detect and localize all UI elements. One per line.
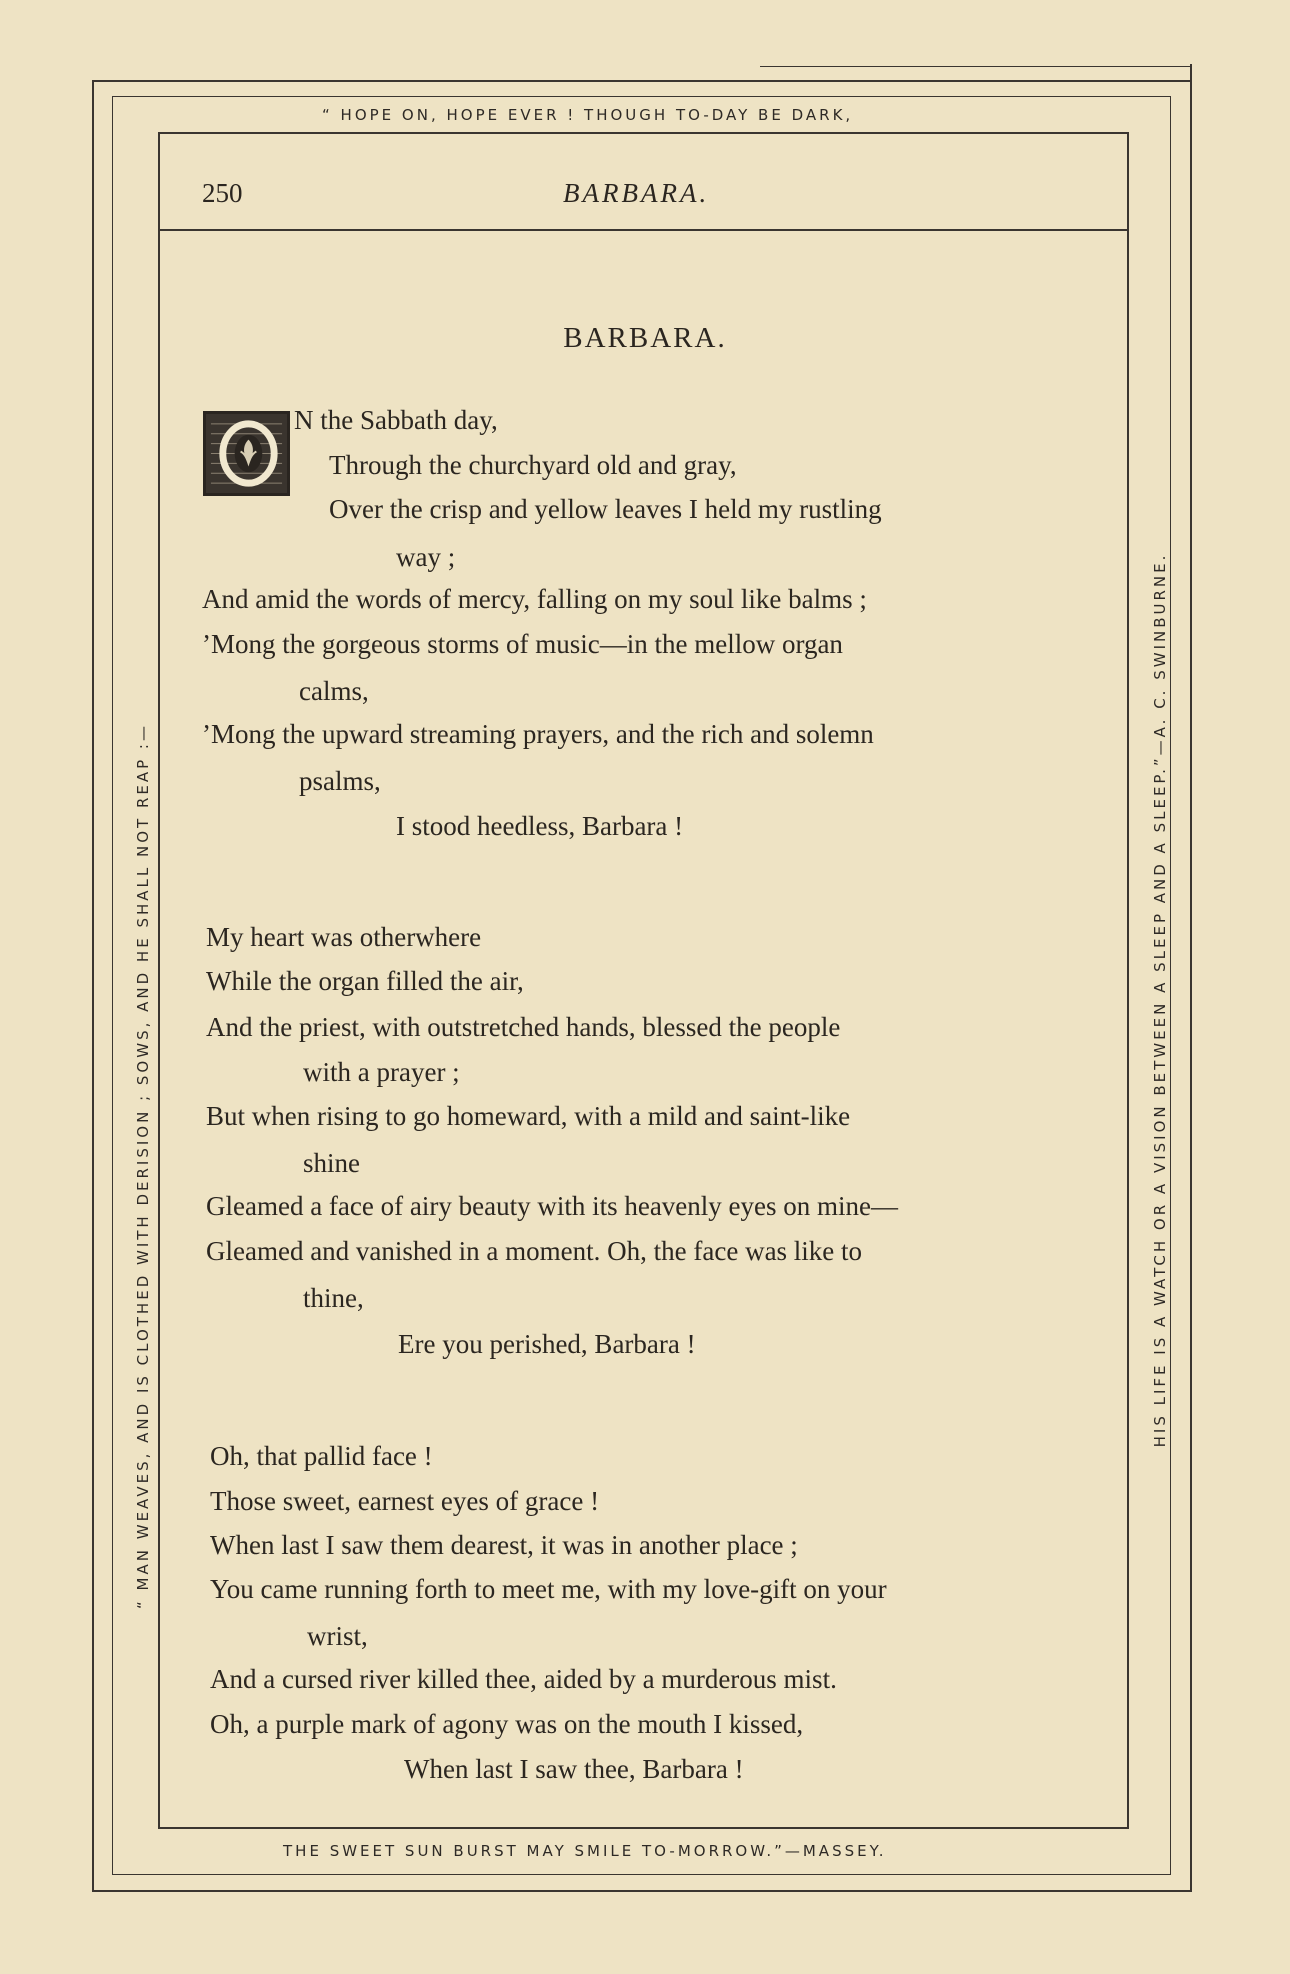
box-left xyxy=(158,132,160,1828)
poem-line: Oh, a purple mark of agony was on the mouth I kissed, xyxy=(210,1709,804,1739)
box-right xyxy=(1127,132,1129,1828)
poem-line: Those sweet, earnest eyes of grace ! xyxy=(210,1486,600,1516)
poem-line: And a cursed river killed thee, aided by a murderous mist. xyxy=(210,1664,837,1694)
frame-second-top xyxy=(112,96,1171,97)
poem-line: thine, xyxy=(303,1283,364,1313)
poem-line: And the priest, with outstretched hands, blessed the people xyxy=(206,1012,841,1042)
poem-line: Ere you perished, Barbara ! xyxy=(398,1329,696,1359)
poem-line: You came running forth to meet me, with my love-gift on your xyxy=(210,1574,887,1604)
poem-line: When last I saw them dearest, it was in another place ; xyxy=(210,1530,798,1560)
poem-line: Oh, that pallid face ! xyxy=(210,1441,433,1471)
frame-second-bottom xyxy=(112,1874,1171,1875)
running-title: BARBARA. xyxy=(563,178,710,208)
page-number: 250 xyxy=(202,178,243,208)
bottom-margin-quote: THE SWEET SUN BURST MAY SMILE TO-MORROW.”—MASSEY. xyxy=(283,1842,887,1860)
poem-line: But when rising to go homeward, with a mild and saint-like xyxy=(206,1101,851,1131)
poem-line: ’Mong the upward streaming prayers, and the rich and solemn xyxy=(202,719,874,749)
poem-line: My heart was otherwhere xyxy=(206,922,482,952)
poem-title: BARBARA. xyxy=(563,322,727,354)
poem-line: And amid the words of mercy, falling on my soul like balms ; xyxy=(202,584,867,614)
frame-outer-bottom xyxy=(92,1890,1192,1892)
poem-line: ’Mong the gorgeous storms of music—in the mellow organ xyxy=(202,629,843,659)
poem-line: calms, xyxy=(299,676,369,706)
poem-line: wrist, xyxy=(307,1621,368,1651)
running-head-rule xyxy=(158,229,1128,231)
frame-second-right xyxy=(1170,96,1171,1874)
box-bottom xyxy=(158,1827,1129,1829)
poem-line: way ; xyxy=(396,542,456,572)
top-margin-quote: “ HOPE ON, HOPE EVER ! THOUGH TO-DAY BE DARK, xyxy=(322,106,854,124)
ornamental-initial-o-icon xyxy=(203,411,290,496)
poem-line: Gleamed and vanished in a moment. Oh, the face was like to xyxy=(206,1236,863,1266)
left-margin-quote: “ MAN WEAVES, AND IS CLOTHED WITH DERISION ; SOWS, AND HE SHALL NOT REAP :— xyxy=(134,723,152,1609)
poem-line: Through the churchyard old and gray, xyxy=(329,450,737,480)
poem-line: Over the crisp and yellow leaves I held my rustling xyxy=(329,494,882,524)
box-top xyxy=(158,132,1128,134)
poem-line: When last I saw thee, Barbara ! xyxy=(404,1754,744,1784)
frame-second-left xyxy=(112,96,113,1874)
frame-top-flourish xyxy=(760,66,1192,67)
poem-line: Gleamed a face of airy beauty with its heavenly eyes on mine— xyxy=(206,1191,898,1221)
poem-line: psalms, xyxy=(299,766,381,796)
poem-line: with a prayer ; xyxy=(303,1057,460,1087)
poem-line: N the Sabbath day, xyxy=(294,405,498,435)
poem-line: I stood heedless, Barbara ! xyxy=(396,811,684,841)
frame-outer-top xyxy=(92,80,1190,82)
right-margin-quote: HIS LIFE IS A WATCH OR A VISION BETWEEN A SLEEP AND A SLEEP.”—A. C. SWINBURNE. xyxy=(1151,552,1169,1448)
poem-line: While the organ filled the air, xyxy=(206,966,524,996)
poem-line: shine xyxy=(303,1148,360,1178)
